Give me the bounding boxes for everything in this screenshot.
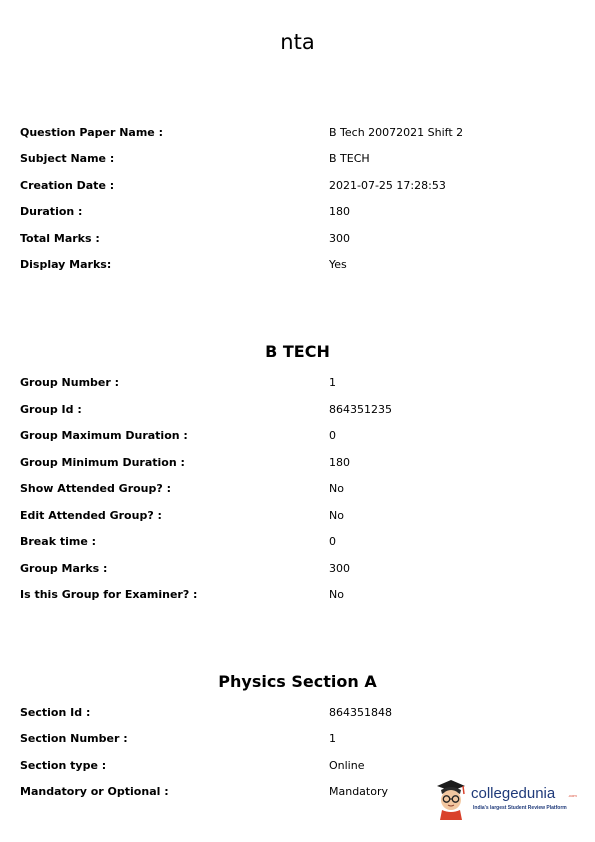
field-label: Total Marks : <box>20 232 100 245</box>
field-value: 2021-07-25 17:28:53 <box>329 179 446 192</box>
watermark-tagline: India's largest Student Review Platform <box>473 805 567 811</box>
section-row-id <box>20 705 580 721</box>
group-row-id <box>20 402 580 418</box>
field-value: 864351235 <box>329 403 392 416</box>
group-row-number <box>20 375 580 391</box>
field-value: 300 <box>329 232 350 245</box>
section-row-number <box>20 731 580 747</box>
field-value: Mandatory <box>329 785 389 798</box>
field-label: Group Id : <box>20 403 82 416</box>
collegedunia-watermark <box>433 776 583 822</box>
field-value: B Tech 20072021 Shift 2 <box>329 126 464 139</box>
field-label: Section type : <box>20 759 107 772</box>
field-value: 300 <box>329 562 350 575</box>
group-row-break-time <box>20 534 580 550</box>
field-value: 1 <box>329 376 336 389</box>
field-label: Group Marks : <box>20 562 108 575</box>
field-value: 180 <box>329 205 350 218</box>
field-value: 0 <box>329 429 336 442</box>
document-title: nta <box>280 30 315 54</box>
field-label: Group Maximum Duration : <box>20 429 188 442</box>
field-value: No <box>329 509 344 522</box>
field-value: Yes <box>329 258 347 271</box>
paper-row-total-marks <box>20 231 580 247</box>
field-label: Edit Attended Group? : <box>20 509 162 522</box>
group-row-min-duration <box>20 455 580 471</box>
field-value: No <box>329 482 344 495</box>
group-row-max-duration <box>20 428 580 444</box>
field-value: B TECH <box>329 152 370 165</box>
field-value: No <box>329 588 344 601</box>
field-label: Group Number : <box>20 376 120 389</box>
field-label: Duration : <box>20 205 83 218</box>
group-row-marks <box>20 561 580 577</box>
paper-row-name <box>20 125 580 141</box>
field-label: Break time : <box>20 535 97 548</box>
field-value: Online <box>329 759 365 772</box>
field-label: Is this Group for Examiner? : <box>20 588 198 601</box>
field-value: 0 <box>329 535 336 548</box>
field-value: 1 <box>329 732 336 745</box>
section-row-type <box>20 758 580 774</box>
paper-row-display-marks <box>20 257 580 273</box>
watermark-suffix: .com <box>568 793 577 798</box>
mascot-icon <box>433 776 469 820</box>
field-label: Subject Name : <box>20 152 115 165</box>
group-row-show-attended <box>20 481 580 497</box>
field-label: Group Minimum Duration : <box>20 456 185 469</box>
field-label: Display Marks: <box>20 258 112 271</box>
paper-row-creation-date <box>20 178 580 194</box>
field-value: 864351848 <box>329 706 392 719</box>
paper-row-duration <box>20 204 580 220</box>
field-label: Mandatory or Optional : <box>20 785 169 798</box>
watermark-brand: collegedunia <box>471 785 556 802</box>
section-heading: Physics Section A <box>218 672 377 691</box>
group-row-examiner <box>20 587 580 603</box>
field-label: Creation Date : <box>20 179 115 192</box>
group-row-edit-attended <box>20 508 580 524</box>
field-value: 180 <box>329 456 350 469</box>
field-label: Question Paper Name : <box>20 126 163 139</box>
field-label: Show Attended Group? : <box>20 482 171 495</box>
field-label: Section Number : <box>20 732 128 745</box>
paper-row-subject <box>20 151 580 167</box>
group-heading: B TECH <box>265 342 330 361</box>
field-label: Section Id : <box>20 706 91 719</box>
